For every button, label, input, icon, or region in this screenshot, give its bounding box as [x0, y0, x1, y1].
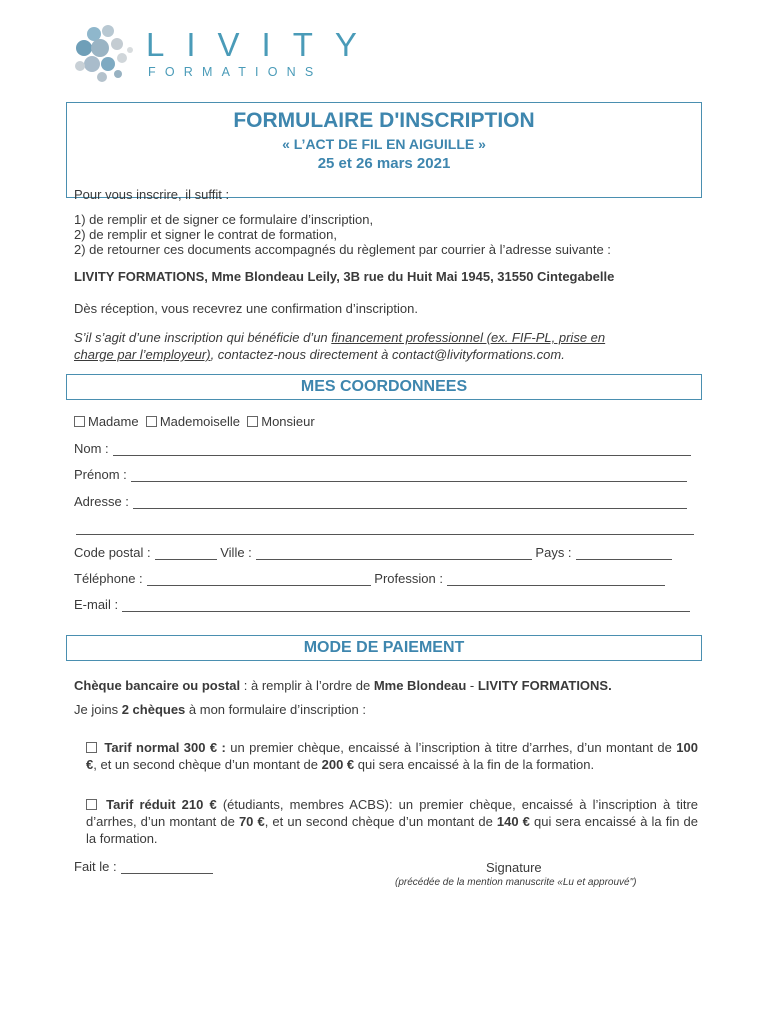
fait-row — [74, 859, 274, 877]
adresse-row-2 — [74, 520, 696, 538]
pays-label: Pays : — [535, 545, 572, 560]
coord-heading: MES COORDONNEES — [66, 374, 702, 400]
signature-label: Signature — [486, 860, 542, 875]
cp-row — [74, 545, 696, 563]
ville-label: Ville : — [220, 545, 252, 560]
cheque-c: Mme Blondeau — [373, 678, 467, 693]
fait-label: Fait le : — [74, 859, 117, 874]
joins-a: Je joins — [74, 702, 122, 717]
adresse-row — [74, 494, 696, 512]
checkbox-tarif-reduit[interactable] — [86, 799, 97, 810]
cheque-d: - — [466, 678, 478, 693]
intro-step-3: 2) de retourner ces documents accompagnés du règlement par courrier à l’adresse suivante : — [74, 242, 611, 257]
nom-label: Nom : — [74, 441, 109, 456]
cp-label: Code postal : — [74, 545, 151, 560]
normal-d: 200 € — [321, 757, 355, 772]
intro-confirm: Dès réception, vous recevrez une confirmation d’inscription. — [74, 301, 418, 316]
joins-line — [74, 701, 366, 718]
tel-field[interactable] — [147, 573, 371, 586]
profession-label: Profession : — [374, 571, 443, 586]
email-row — [74, 597, 696, 615]
normal-b: 100 € — [86, 740, 698, 772]
funding-link-1: financement professionnel (ex. FIF-PL, prise en — [331, 330, 606, 345]
tarif-reduit — [86, 796, 698, 847]
intro-step-1: 1) de remplir et de signer ce formulaire d’inscription, — [74, 212, 374, 227]
logo-dots-icon — [72, 22, 142, 84]
tel-label: Téléphone : — [74, 571, 143, 586]
adresse-field-2[interactable] — [76, 522, 694, 535]
intro-lead: Pour vous inscrire, il suffit : — [74, 187, 230, 202]
event-dates: 25 et 26 mars 2021 — [317, 155, 451, 172]
fait-field[interactable] — [121, 861, 213, 874]
adresse-label: Adresse : — [74, 494, 129, 509]
nom-field[interactable] — [113, 443, 691, 456]
funding-link-2: charge par l’employeur) — [74, 347, 211, 362]
intro-address: LIVITY FORMATIONS, Mme Blondeau Leily, 3B rue du Huit Mai 1945, 31550 Cintegabelle — [74, 269, 615, 284]
tarif-normal — [86, 739, 698, 773]
funding-text-a: S’il s’agit d’une inscription qui bénéficie d’un — [74, 330, 332, 345]
civility-mademoiselle: Mademoiselle — [159, 414, 241, 429]
civility-monsieur: Monsieur — [261, 414, 315, 429]
civility-madame: Madame — [88, 414, 139, 429]
checkbox-monsieur[interactable] — [247, 416, 258, 427]
logo-word: LIVITY — [146, 26, 379, 63]
checkbox-tarif-normal[interactable] — [86, 742, 97, 753]
title-box — [66, 102, 702, 198]
normal-a: un premier chèque, encaissé à l’inscription à titre d’arrhes, d’un montant de — [225, 740, 677, 755]
pays-field[interactable] — [576, 547, 672, 560]
reduit-d: 140 € — [496, 814, 530, 829]
nom-row — [74, 441, 696, 459]
page-title: FORMULAIRE D'INSCRIPTION — [233, 109, 535, 132]
prenom-row — [74, 467, 696, 485]
email-label: E-mail : — [74, 597, 119, 612]
tarif-normal-label: Tarif normal 300 € : — [104, 740, 226, 755]
intro-step-2: 2) de remplir et signer le contrat de formation, — [74, 227, 338, 242]
reduit-b: 70 € — [238, 814, 265, 829]
reduit-a: (étudiants, membres ACBS): un premier chèque, encaissé à l’inscription à titre d’arrhes, d’un montant de — [86, 797, 699, 829]
event-title: « L’ACT DE FIL EN AIGUILLE » — [282, 136, 486, 152]
email-field[interactable] — [122, 599, 690, 612]
cheque-a: Chèque bancaire ou postal — [74, 678, 241, 693]
checkbox-mademoiselle[interactable] — [146, 416, 157, 427]
civility-row — [74, 414, 696, 432]
tarif-reduit-label: Tarif réduit 210 € — [106, 797, 217, 812]
joins-c: à mon formulaire d’inscription : — [185, 702, 366, 717]
intro-funding — [74, 329, 698, 363]
signature-mention: (précédée de la mention manuscrite «Lu et approuvé") — [395, 877, 637, 888]
prenom-label: Prénom : — [74, 467, 127, 482]
checkbox-madame[interactable] — [74, 416, 85, 427]
livity-logo — [72, 22, 379, 84]
cheque-line — [74, 677, 612, 694]
cp-field[interactable] — [155, 547, 217, 560]
normal-e: qui sera encaissé à la fin de la formation. — [354, 757, 595, 772]
ville-field[interactable] — [256, 547, 532, 560]
cheque-e: LIVITY FORMATIONS. — [477, 678, 612, 693]
reduit-e: qui sera encaissé à la fin de la formation. — [86, 814, 698, 846]
reduit-c: , et un second chèque d’un montant de — [264, 814, 497, 829]
profession-field[interactable] — [447, 573, 665, 586]
payment-heading: MODE DE PAIEMENT — [66, 635, 702, 661]
prenom-field[interactable] — [131, 469, 687, 482]
funding-text-b: , contactez-nous directement à contact@livityformations.com. — [210, 347, 565, 362]
adresse-field[interactable] — [133, 496, 687, 509]
logo-sub: FORMATIONS — [148, 65, 323, 79]
cheque-b: : à remplir à l’ordre de — [240, 678, 374, 693]
joins-b: 2 chèques — [121, 702, 186, 717]
tel-row — [74, 571, 696, 589]
normal-c: , et un second chèque d’un montant de — [93, 757, 322, 772]
